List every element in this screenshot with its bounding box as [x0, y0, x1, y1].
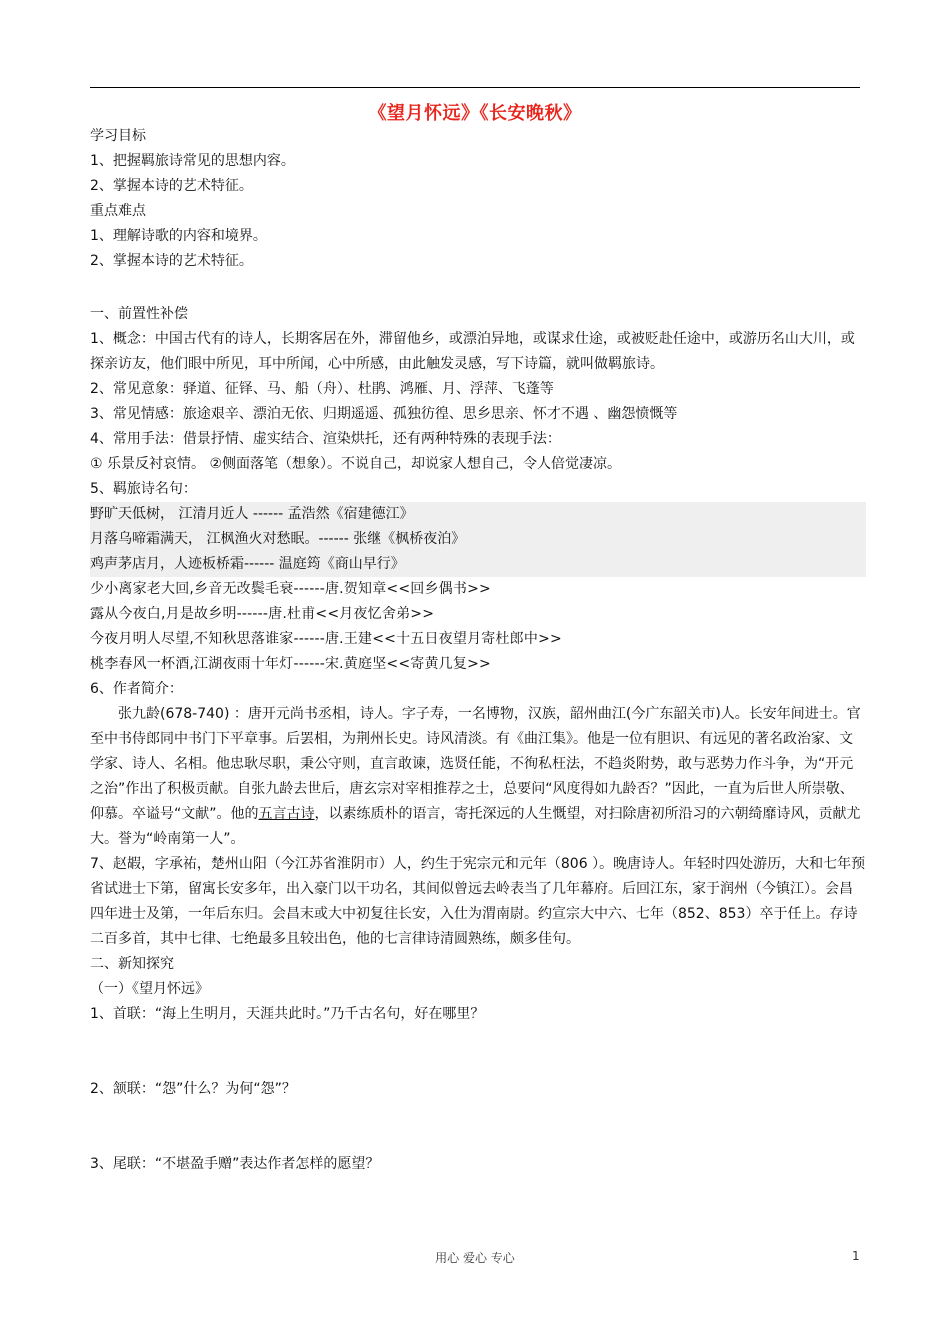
question: 1、首联：“海上生明月，天涯共此时。”乃千古名句，好在哪里？ — [90, 1006, 485, 1022]
quote-line: 今夜月明人尽望,不知秋思落谁家------唐.王建<<十五日夜望月寄杜郎中>> — [90, 631, 562, 647]
key-item: 2、掌握本诗的艺术特征。 — [90, 253, 253, 269]
author-bio-zhang — [90, 702, 866, 852]
document-title: 《望月怀远》《长安晚秋》 — [368, 103, 582, 124]
footer-text: 用心 爱心 专心 — [435, 1251, 515, 1265]
author-bio-text: 张九龄(678-740) ：唐开元尚书丞相，诗人。字子寿，一名博物，汉族，韶州曲江(今广东韶关市)人。长安年间进士。官至中书侍郎同中书门下平章事。后罢相，为荆州长史。诗风清淡。有《曲江集》。他是一位有胆识、有远见的著名政治家、文学家、诗人、名相。他忠耿尽职，秉公守则，直言敢谏，选贤任能，不徇私枉法，不趋炎附势，敢与恶势力作斗争，为“开元之治”作出了积极贡献。自张九龄去世后，唐玄宗对宰相推荐之士，总要问“风度得如九龄否？”因此，一直为后世人所崇敬、仰慕。卒谥号“文献”。他的 — [90, 706, 861, 822]
document-body — [90, 124, 866, 1177]
author-bio-zhao: 7、赵嘏，字承祐，楚州山阳（今江苏省淮阴市）人，约生于宪宗元和元年（806 ）。晚唐诗人。年轻时四处游历，大和七年预省试进士下第，留寓长安多年，出入豪门以干功名，其间似曾远去岭表当了几年幕府。后回江东，家于润州（今镇江）。会昌四年进士及第，一年后东归。会昌末或大中初复往长安，入仕为渭南尉。约宣宗大中六、七年（852、853）卒于任上。存诗二百多首，其中七律、七绝最多且较出色，他的七言律诗清圆熟练，颇多佳句。 — [90, 856, 866, 947]
section-heading: 二、新知探究 — [90, 956, 174, 972]
key-heading: 重点难点 — [90, 203, 146, 219]
section-heading: 一、前置性补偿 — [90, 306, 188, 322]
wuyan-link: 五言古诗 — [258, 806, 315, 822]
goal-item: 2、掌握本诗的艺术特征。 — [90, 178, 253, 194]
quote-line: 野旷天低树， 江清月近人 ------ 孟浩然《宿建德江》 — [90, 502, 866, 527]
subsection-heading: （一）《望月怀远》 — [90, 981, 209, 997]
concept-paragraph: 1、概念：中国古代有的诗人，长期客居在外，滞留他乡，或漂泊异地，或谋求仕途，或被贬赴任途中，或游历名山大川，或探亲访友，他们眼中所见，耳中所闻，心中所感，由此触发灵感，写下诗篇，就叫做羁旅诗。 — [90, 331, 855, 372]
imagery-line: 2、常见意象：驿道、征铎、马、船（舟）、杜鹃、鸿雁、月、浮萍、飞蓬等 — [90, 381, 554, 397]
quote-line: 桃李春风一杯酒,江湖夜雨十年灯------宋.黄庭坚<<寄黄几复>> — [90, 656, 491, 672]
quote-line: 少小离家老大回,乡音无改鬓毛衰------唐.贺知章<<回乡偶书>> — [90, 581, 491, 597]
header-rule — [90, 87, 860, 88]
technique-detail: ① 乐景反衬哀情。 ②侧面落笔（想象）。不说自己，却说家人想自己，令人倍觉凄凉。 — [90, 456, 621, 472]
key-item: 1、理解诗歌的内容和境界。 — [90, 228, 267, 244]
quote-line: 鸡声茅店月，人迹板桥霜------ 温庭筠《商山早行》 — [90, 552, 866, 577]
technique-line: 4、常用手法：借景抒情、虚实结合、渲染烘托，还有两种特殊的表现手法： — [90, 431, 561, 447]
question: 3、尾联：“不堪盈手赠”表达作者怎样的愿望？ — [90, 1156, 380, 1172]
author-heading: 6、作者简介： — [90, 681, 183, 697]
quote-line: 月落乌啼霜满天， 江枫渔火对愁眠。------ 张继《枫桥夜泊》 — [90, 527, 866, 552]
page-number: 1 — [852, 1249, 860, 1263]
emotion-line: 3、常见情感：旅途艰辛、漂泊无依、归期遥遥、孤独彷徨、思乡思亲、怀才不遇 、幽怨愤慨等 — [90, 406, 678, 422]
author-bio-text: ，以素练质朴的语言，寄托深远的人生慨望，对扫除唐初所沿习的六朝绮靡诗风，贡献尤大。誉为“岭南第一人”。 — [90, 806, 861, 847]
quote-line: 露从今夜白,月是故乡明------唐.杜甫<<月夜忆舍弟>> — [90, 606, 435, 622]
goals-heading: 学习目标 — [90, 128, 146, 144]
famous-lines-heading: 5、羁旅诗名句： — [90, 481, 197, 497]
goal-item: 1、把握羁旅诗常见的思想内容。 — [90, 153, 295, 169]
question: 2、颔联：“怨”什么？为何“怨”？ — [90, 1081, 296, 1097]
